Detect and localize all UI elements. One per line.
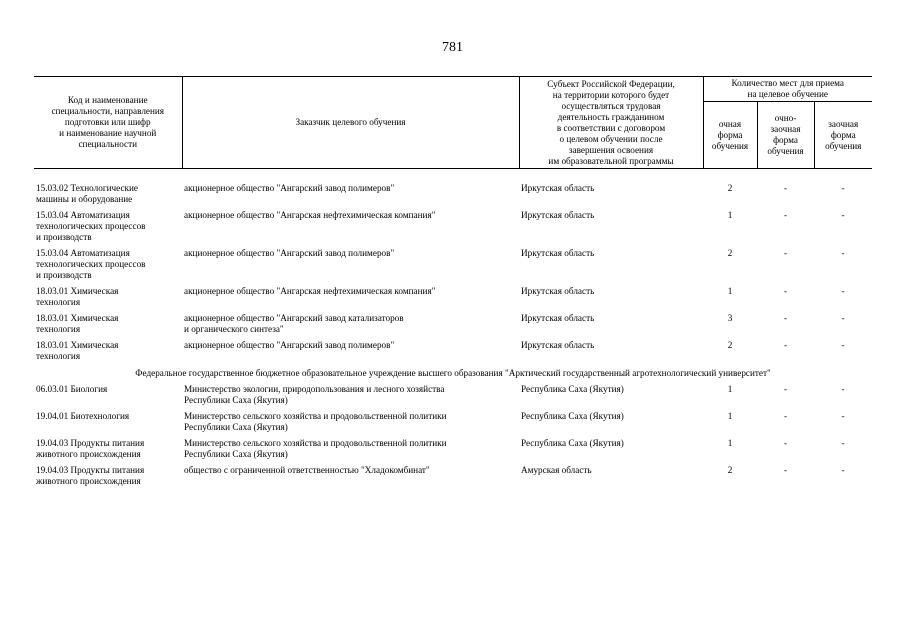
customer-cell: Министерство сельского хозяйства и продовольственной политики Республики Саха (Якутия) (184, 438, 447, 459)
header-places: Количество мест для приема на целевое обучение (703, 77, 872, 102)
extramural-cell: - (841, 248, 845, 258)
full-time-cell: 1 (727, 286, 733, 296)
region-cell: Иркутская область (521, 286, 595, 296)
full-time-cell: 1 (727, 438, 733, 448)
page-number: 781 (442, 40, 463, 55)
region-cell: Иркутская область (521, 340, 595, 350)
table-row (34, 181, 872, 208)
region-cell: Иркутская область (521, 210, 595, 220)
full-time-cell: 1 (727, 411, 733, 421)
table-row (34, 208, 872, 246)
table-row (34, 463, 872, 490)
part-time-cell: - (783, 438, 788, 448)
code-cell: 18.03.01 Химическая технология (36, 286, 119, 307)
section-title: Федеральное государственное бюджетное образовательное учреждение высшего образования "Арктический государственный агротехнологический университет" (135, 368, 771, 378)
header-part-time: очно- заочная форма обучения (757, 102, 814, 169)
code-cell: 19.04.03 Продукты питания животного происхождения (36, 465, 145, 486)
target-training-table (34, 76, 872, 490)
extramural-cell: - (841, 313, 845, 323)
extramural-cell: - (841, 183, 845, 193)
customer-cell: общество с ограниченной ответственностью "Хладокомбинат" (184, 465, 430, 475)
extramural-cell: - (841, 465, 845, 475)
code-cell: 15.03.04 Автоматизация технологических процессов и производств (36, 210, 146, 242)
part-time-cell: - (783, 384, 788, 394)
extramural-cell: - (841, 210, 845, 220)
part-time-cell: - (783, 411, 788, 421)
customer-cell: Министерство сельского хозяйства и продовольственной политики Республики Саха (Якутия) (184, 411, 447, 432)
part-time-cell: - (783, 313, 788, 323)
full-time-cell: 2 (727, 340, 733, 350)
code-cell: 15.03.04 Автоматизация технологических процессов и производств (36, 248, 146, 280)
full-time-cell: 3 (727, 313, 733, 323)
header-code: Код и наименование специальности, направления подготовки или шифр и наименование научной специальности (34, 77, 182, 169)
full-time-cell: 1 (727, 210, 733, 220)
header-customer: Заказчик целевого обучения (182, 77, 519, 169)
full-time-cell: 1 (727, 384, 733, 394)
extramural-cell: - (841, 340, 845, 350)
table-row (34, 382, 872, 409)
part-time-cell: - (783, 465, 788, 475)
full-time-cell: 2 (727, 465, 733, 475)
code-cell: 19.04.01 Биотехнология (36, 411, 130, 421)
table-row (34, 284, 872, 311)
customer-cell: акционерное общество "Ангарская нефтехимическая компания" (184, 210, 436, 220)
table-row (34, 436, 872, 463)
region-cell: Иркутская область (521, 248, 595, 258)
header-extramural: заочная форма обучения (814, 102, 872, 169)
customer-cell: Министерство экологии, природопользования и лесного хозяйства Республики Саха (Якутия) (184, 384, 445, 405)
header-full-time: очная форма обучения (703, 102, 757, 169)
code-cell: 06.03.01 Биология (36, 384, 108, 394)
part-time-cell: - (783, 183, 788, 193)
region-cell: Иркутская область (521, 183, 595, 193)
table-row (34, 409, 872, 436)
customer-cell: акционерное общество "Ангарский завод полимеров" (184, 340, 395, 350)
part-time-cell: - (783, 210, 788, 220)
extramural-cell: - (841, 286, 845, 296)
region-cell: Республика Саха (Якутия) (521, 438, 624, 448)
section-heading-row (34, 365, 872, 382)
table-row (34, 338, 872, 365)
part-time-cell: - (783, 340, 788, 350)
customer-cell: акционерное общество "Ангарский завод катализаторов и органического синтеза" (184, 313, 404, 334)
table-row (34, 246, 872, 284)
customer-cell: акционерное общество "Ангарская нефтехимическая компания" (184, 286, 436, 296)
full-time-cell: 2 (727, 183, 733, 193)
table-row (34, 311, 872, 338)
code-cell: 18.03.01 Химическая технология (36, 313, 119, 334)
part-time-cell: - (783, 286, 788, 296)
code-cell: 19.04.03 Продукты питания животного происхождения (36, 438, 145, 459)
customer-cell: акционерное общество "Ангарский завод полимеров" (184, 183, 395, 193)
code-cell: 18.03.01 Химическая технология (36, 340, 119, 361)
extramural-cell: - (841, 411, 845, 421)
region-cell: Республика Саха (Якутия) (521, 384, 624, 394)
extramural-cell: - (841, 384, 845, 394)
region-cell: Иркутская область (521, 313, 595, 323)
region-cell: Республика Саха (Якутия) (521, 411, 624, 421)
header-subject: Субъект Российской Федерации, на территории которого будет осуществляться трудовая деятельность гражданином в соответствии с договором о целевом обучении после завершения освоения им образовательной программы (519, 77, 703, 169)
full-time-cell: 2 (727, 248, 733, 258)
code-cell: 15.03.02 Технологические машины и оборудование (36, 183, 138, 204)
customer-cell: акционерное общество "Ангарский завод полимеров" (184, 248, 395, 258)
extramural-cell: - (841, 438, 845, 448)
region-cell: Амурская область (521, 465, 592, 475)
part-time-cell: - (783, 248, 788, 258)
